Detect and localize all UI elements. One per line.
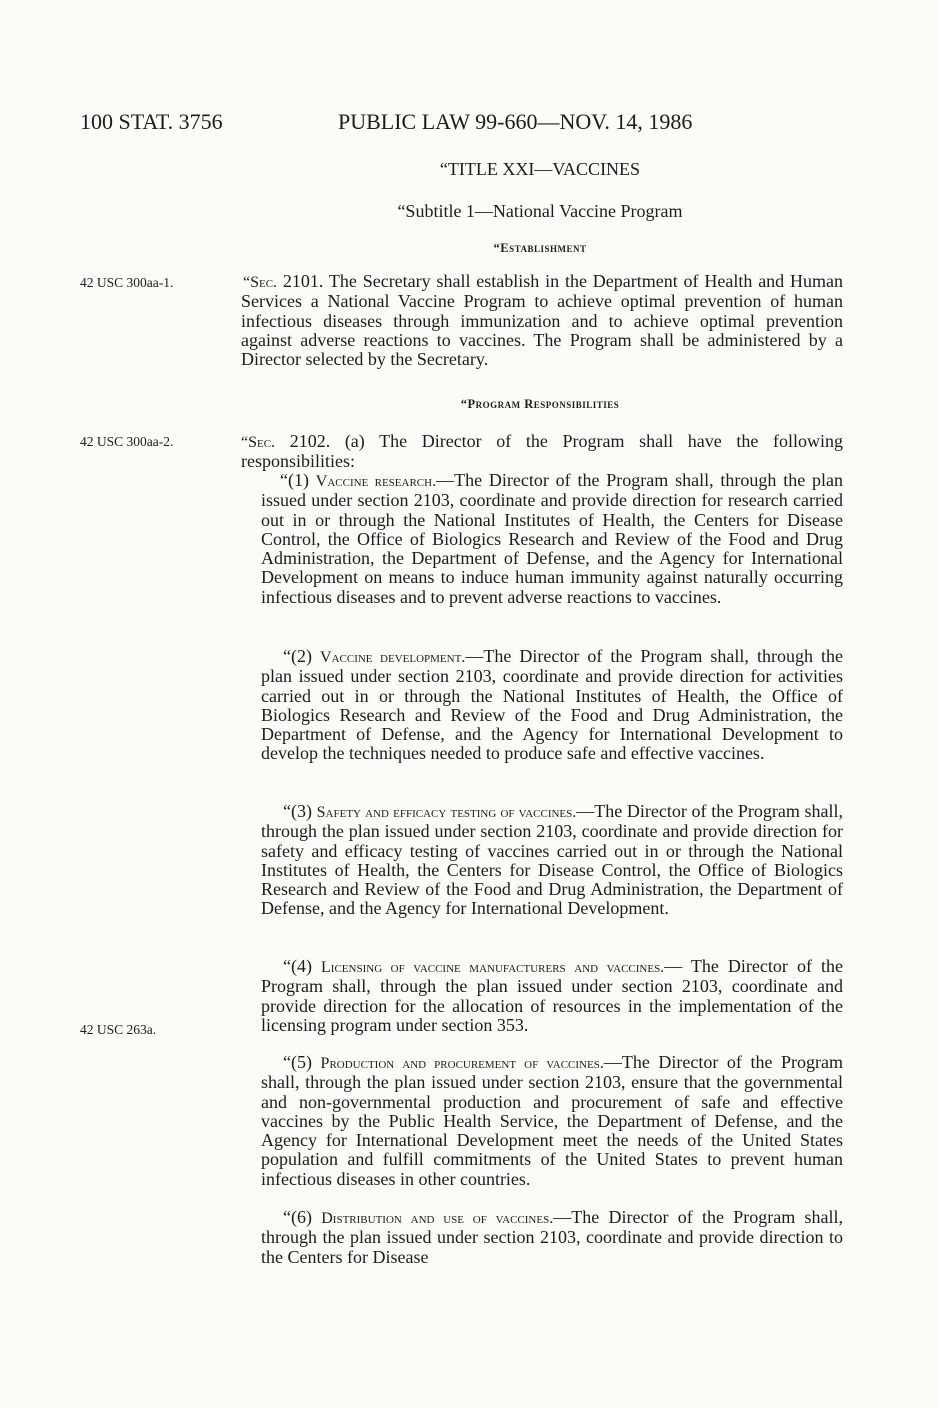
margin-note-300aa-1: 42 USC 300aa-1. — [80, 275, 174, 290]
item-number: “(3) — [283, 801, 317, 821]
item-licensing — [261, 957, 843, 1035]
public-law-citation: PUBLIC LAW 99-660—NOV. 14, 1986 — [338, 109, 693, 134]
item-number: “(5) — [283, 1052, 321, 1072]
item-vaccine-research — [261, 471, 843, 607]
item-vaccine-development — [261, 647, 843, 764]
item-heading: Production and procurement of vaccines. — [320, 1055, 604, 1072]
section-2102-label: “Sec. — [241, 434, 276, 451]
item-number: “(2) — [283, 646, 321, 666]
item-heading: Vaccine research. — [315, 473, 437, 490]
item-text: —The Director of the Program shall, through the plan issued under section 2103, coordinate and provide direction for safety and efficacy testing of vaccines carried out in or through the National Institutes of Health, the Centers for Disease Control, the Office of Biologics Research and Review of the Food and Drug Administration, the Department of Defense, and the Agency for International Development. — [261, 801, 844, 919]
section-2101-label: “Sec. — [243, 274, 278, 291]
section-2102-text: 2102. (a) The Director of the Program shall have the following responsibilities: — [241, 431, 843, 472]
title-heading: “TITLE XXI—VACCINES — [439, 159, 641, 179]
subtitle-heading: “Subtitle 1—National Vaccine Program — [397, 201, 683, 221]
item-text: —The Director of the Program shall, through the plan issued under section 2103, coordinate and provide direction for activities carried out in or through the National Institutes of Health, the Office of Biologics Research and Review of the Food and Drug Administration, the Department of Defense, and the Agency for International Development to develop the techniques needed to produce safe and effective vaccines. — [261, 646, 843, 764]
item-heading: Distribution and use of vaccines. — [321, 1210, 554, 1227]
item-safety-efficacy-testing — [261, 802, 843, 919]
statute-page-number: 100 STAT. 3756 — [80, 109, 223, 134]
item-number: “(4) — [283, 956, 322, 976]
item-text: —The Director of the Program shall, through the plan issued under section 2103, ensure that the governmental and non-governmental production and procurement of safe and effective vaccines by the Public Health Service, the Department of Defense, and the Agency for International Development meet the needs of the United States population and fulfill commitments of the United States to prevent human infectious diseases in other countries. — [261, 1052, 843, 1189]
item-text: — The Director of the Program shall, through the plan issued under section 2103, coordinate and provide direction for the allocation of resources in the implementation of the licensing program under section 353. — [261, 956, 843, 1035]
item-heading: Licensing of vaccine manufacturers and vaccines. — [321, 959, 665, 976]
section-2102-paragraph — [241, 432, 843, 472]
item-text: —The Director of the Program shall, through the plan issued under section 2103, coordinate and provide direction to the Centers for Disease — [261, 1207, 844, 1267]
item-heading: Safety and efficacy testing of vaccines. — [316, 804, 577, 821]
item-text: —The Director of the Program shall, through the plan issued under section 2103, coordinate and provide direction for research carried out in or through the National Institutes of Health, the Centers for Disease Control, the Office of Biologics Research and Review of the Food and Drug Administration, the Department of Defense, and the Agency for International Development on means to induce human immunity against naturally occurring infectious diseases and to prevent adverse reactions to vaccines. — [261, 470, 844, 607]
margin-note-300aa-2: 42 USC 300aa-2. — [80, 434, 174, 449]
item-production-procurement — [261, 1053, 843, 1189]
item-heading: Vaccine development. — [320, 649, 466, 666]
page-header — [80, 109, 780, 139]
item-number: “(6) — [283, 1207, 322, 1227]
section-2101-text: 2101. The Secretary shall establish in the Department of Health and Human Services a National Vaccine Program to achieve optimal prevention of human infectious diseases through immunization and to achieve optimal prevention against adverse reactions to vaccines. The Program shall be administered by a Director selected by the Secretary. — [241, 271, 843, 370]
section-2101-paragraph — [241, 272, 843, 369]
section-heading-responsibilities: “Program Responsibilities — [460, 397, 620, 411]
item-distribution-use — [261, 1208, 843, 1267]
item-number: “(1) — [280, 470, 316, 490]
margin-note-263a: 42 USC 263a. — [80, 1022, 157, 1037]
section-heading-establishment: “Establishment — [493, 241, 587, 255]
